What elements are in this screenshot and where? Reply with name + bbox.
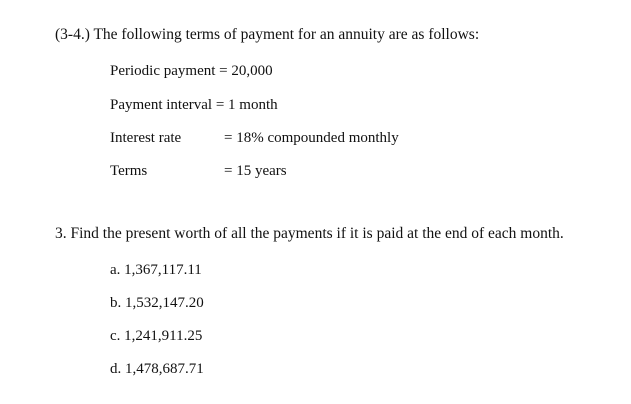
term-label: Periodic payment xyxy=(110,63,216,79)
term-value: = 1 month xyxy=(215,97,278,113)
term-payment-interval xyxy=(110,96,278,114)
choice-b: b. 1,532,147.20 xyxy=(110,295,204,311)
term-label: Terms xyxy=(110,163,148,179)
term-label: Payment interval xyxy=(110,97,213,113)
term-value: = 15 years xyxy=(224,163,287,179)
choice-a: a. 1,367,117.11 xyxy=(110,262,202,278)
term-value: = 20,000 xyxy=(219,63,273,79)
choice-d: d. 1,478,687.71 xyxy=(110,361,204,377)
term-value: = 18% compounded monthly xyxy=(224,130,399,146)
choice-c: c. 1,241,911.25 xyxy=(110,328,203,344)
question-text: 3. Find the present worth of all the payments if it is paid at the end of each month. xyxy=(55,225,564,242)
term-periodic-payment xyxy=(110,62,273,80)
term-label: Interest rate xyxy=(110,130,182,146)
problem-intro: (3-4.) The following terms of payment for an annuity are as follows: xyxy=(55,26,480,43)
